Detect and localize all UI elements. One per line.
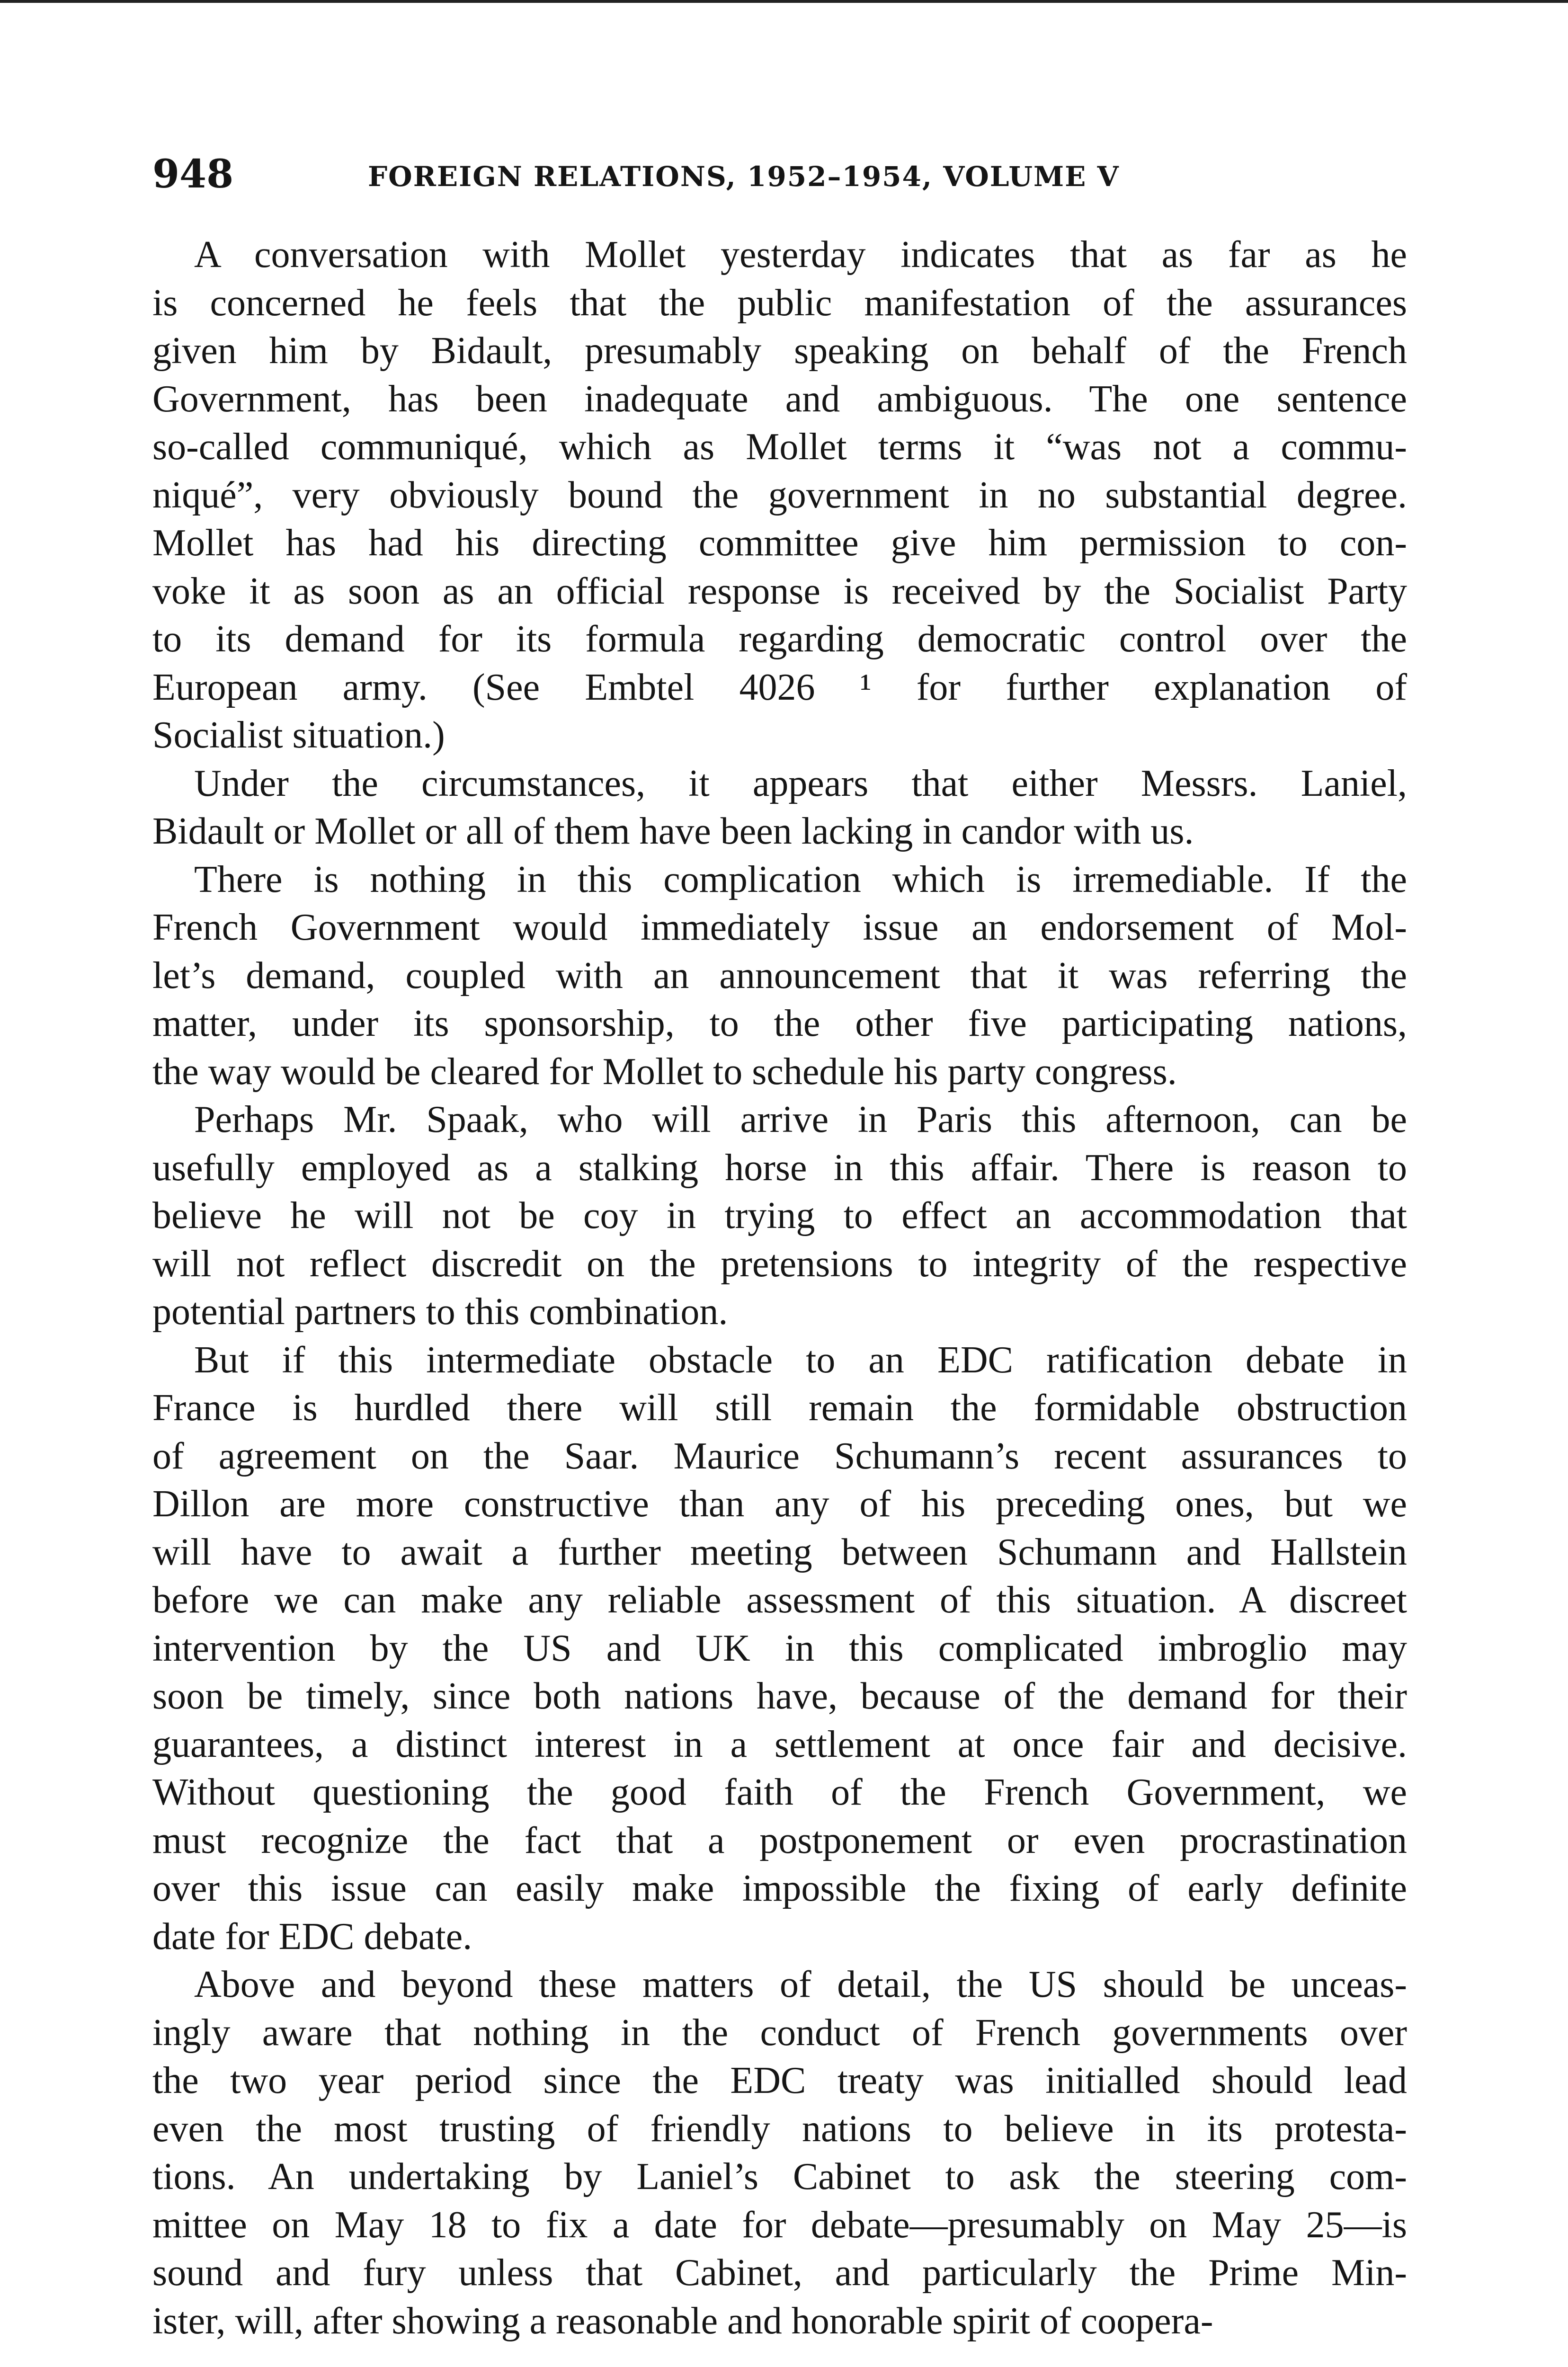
text-line: ister, will, after showing a reasonable and honorable spirit of coopera- xyxy=(152,2300,1213,2342)
text-line: European army. (See Embtel 4026 ¹ for further explanation of xyxy=(152,666,1407,708)
text-line: Mollet has had his directing committee give him permission to con- xyxy=(152,522,1407,564)
text-line: Bidault or Mollet or all of them have been lacking in candor with us. xyxy=(152,810,1194,852)
text-line: tions. An undertaking by Laniel’s Cabinet to ask the steering com- xyxy=(152,2156,1407,2198)
text-line: But if this intermediate obstacle to an EDC ratification debate in xyxy=(194,1339,1407,1381)
text-line: mittee on May 18 to fix a date for debate—presumably on May 25—is xyxy=(152,2204,1407,2246)
text-line: Without questioning the good faith of the French Government, we xyxy=(152,1771,1407,1813)
text-line: Socialist situation.) xyxy=(152,714,445,756)
page-number: 948 xyxy=(152,151,234,197)
paragraph xyxy=(152,856,1407,1096)
text-line: over this issue can easily make impossible the fixing of early definite xyxy=(152,1868,1407,1909)
text-line: to its demand for its formula regarding democratic control over the xyxy=(152,618,1407,660)
text-line: the two year period since the EDC treaty was initialled should lead xyxy=(152,2060,1407,2101)
text-line: Government, has been inadequate and ambiguous. The one sentence xyxy=(152,378,1407,420)
text-line: guarantees, a distinct interest in a settlement at once fair and decisive. xyxy=(152,1723,1407,1765)
text-line: will have to await a further meeting between Schumann and Hallstein xyxy=(152,1531,1407,1573)
paragraph xyxy=(152,1336,1407,1961)
running-head: FOREIGN RELATIONS, 1952–1954, VOLUME V xyxy=(368,160,1120,193)
text-line: sound and fury unless that Cabinet, and particularly the Prime Min- xyxy=(152,2252,1407,2294)
text-line: niqué”, very obviously bound the government in no substantial degree. xyxy=(152,474,1407,516)
text-line: French Government would immediately issue an endorsement of Mol- xyxy=(152,907,1407,948)
text-line: the way would be cleared for Mollet to schedule his party congress. xyxy=(152,1050,1177,1093)
paragraph xyxy=(152,760,1407,856)
text-line: soon be timely, since both nations have, because of the demand for their xyxy=(152,1675,1407,1717)
paragraph xyxy=(152,1961,1407,2345)
text-line: matter, under its sponsorship, to the other five participating nations, xyxy=(152,1003,1407,1044)
text-line: potential partners to this combination. xyxy=(152,1291,728,1333)
text-line: must recognize the fact that a postponement or even procrastination xyxy=(152,1819,1407,1861)
paragraph xyxy=(152,231,1407,760)
text-line: Perhaps Mr. Spaak, who will arrive in Paris this afternoon, can be xyxy=(194,1099,1407,1140)
text-line: usefully employed as a stalking horse in this affair. There is reason to xyxy=(152,1147,1407,1189)
paragraph xyxy=(152,1096,1407,1336)
text-line: so-called communiqué, which as Mollet terms it “was not a commu- xyxy=(152,426,1407,468)
text-line: believe he will not be coy in trying to effect an accommodation that xyxy=(152,1195,1407,1237)
text-line: will not reflect discredit on the pretensions to integrity of the respective xyxy=(152,1243,1407,1285)
text-line: of agreement on the Saar. Maurice Schumann’s recent assurances to xyxy=(152,1435,1407,1477)
text-line: voke it as soon as an official response is received by the Socialist Party xyxy=(152,570,1407,612)
text-line: let’s demand, coupled with an announcement that it was referring the xyxy=(152,954,1407,997)
text-line: There is nothing in this complication which is irremediable. If the xyxy=(194,858,1407,900)
text-line: A conversation with Mollet yesterday indicates that as far as he xyxy=(194,234,1407,276)
text-line: date for EDC debate. xyxy=(152,1915,472,1958)
text-line: ingly aware that nothing in the conduct of French governments over xyxy=(152,2011,1407,2054)
text-line: even the most trusting of friendly nations to believe in its protesta- xyxy=(152,2108,1407,2150)
page-header xyxy=(152,151,1407,203)
text-line: Above and beyond these matters of detail, the US should be unceas- xyxy=(194,1964,1407,2005)
text-line: given him by Bidault, presumably speaking on behalf of the French xyxy=(152,330,1407,372)
text-line: before we can make any reliable assessment of this situation. A discreet xyxy=(152,1579,1407,1621)
text-line: intervention by the US and UK in this complicated imbroglio may xyxy=(152,1627,1407,1669)
text-line: Dillon are more constructive than any of his preceding ones, but we xyxy=(152,1483,1407,1525)
body-text xyxy=(152,231,1407,2345)
text-line: France is hurdled there will still remain the formidable obstruction xyxy=(152,1387,1407,1429)
text-line: Under the circumstances, it appears that either Messrs. Laniel, xyxy=(194,762,1407,804)
top-edge-rule xyxy=(0,0,1568,3)
text-line: is concerned he feels that the public manifestation of the assurances xyxy=(152,282,1407,324)
